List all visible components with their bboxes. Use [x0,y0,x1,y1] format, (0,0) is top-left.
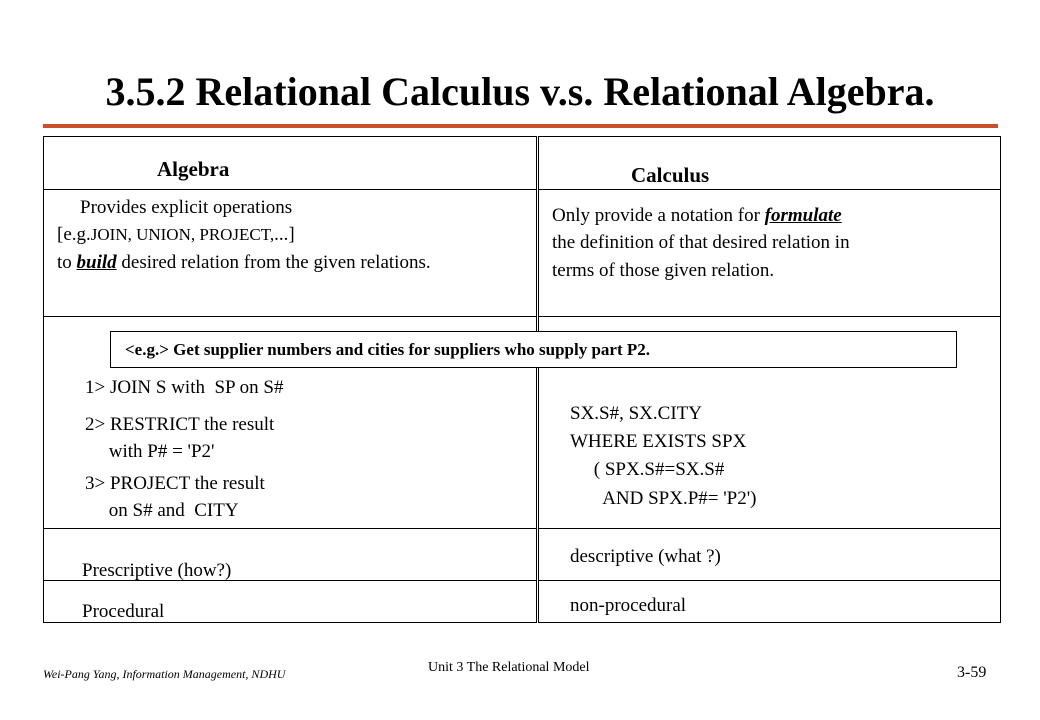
calculus-heading: Calculus [631,163,710,187]
calculus-query-line2: WHERE EXISTS SPX [570,431,747,452]
algebra-desc-eg-close: ...] [274,224,295,245]
slide-title: 3.5.2 Relational Calculus v.s. Relational Algebra. [105,69,935,114]
algebra-step-3: 3> PROJECT the result [85,473,265,494]
calculus-desc-emph: formulate [764,205,842,226]
algebra-desc-line3-post: desired relation from the given relations. [116,252,431,273]
algebra-divider-1 [43,189,537,190]
algebra-desc-line1: Provides explicit operations [80,197,293,218]
calculus-query-line1: SX.S#, SX.CITY [570,403,702,424]
algebra-step-1: 1> JOIN S with SP on S# [85,377,284,398]
calculus-query-line4: AND SPX.P#= 'P2') [570,488,757,509]
calculus-query-line3: ( SPX.S#=SX.S# [570,459,725,480]
algebra-divider-2 [43,316,537,317]
example-text: <e.g.> Get supplier numbers and cities for suppliers who supply part P2. [125,340,651,359]
calculus-divider-1 [538,189,1001,190]
algebra-desc-ops: JOIN, UNION, PROJECT, [90,225,275,244]
algebra-desc-eg-open: [e.g. [57,224,91,245]
footer-page-number: 3-59 [957,664,987,681]
algebra-divider-3 [43,528,537,529]
algebra-heading: Algebra [157,157,230,181]
algebra-desc-line3 [57,249,431,276]
calculus-style: non-procedural [570,595,687,616]
example-box [110,331,957,368]
title-underline [43,124,998,128]
calculus-divider-2 [538,316,1001,317]
algebra-desc-line3-pre: to [57,252,77,273]
calculus-divider-3 [538,528,1001,529]
calculus-nature: descriptive (what ?) [570,546,721,567]
calculus-desc-line1 [552,202,842,229]
calculus-divider-4 [538,580,1001,581]
algebra-nature: Prescriptive (how?) [82,560,232,581]
footer-author: Wei-Pang Yang, Information Management, NDHU [43,667,286,681]
calculus-desc-line2: the definition of that desired relation in [552,232,850,253]
algebra-step-2b: with P# = 'P2' [85,441,215,462]
algebra-step-2: 2> RESTRICT the result [85,414,275,435]
calculus-desc-line1-pre: Only provide a notation for [552,205,765,226]
algebra-desc-emph: build [76,252,117,273]
algebra-desc-line2 [57,221,295,248]
algebra-step-3b: on S# and CITY [85,500,239,521]
algebra-style: Procedural [82,601,165,622]
calculus-desc-line3: terms of those given relation. [552,260,775,281]
footer-unit: Unit 3 The Relational Model [428,660,590,675]
